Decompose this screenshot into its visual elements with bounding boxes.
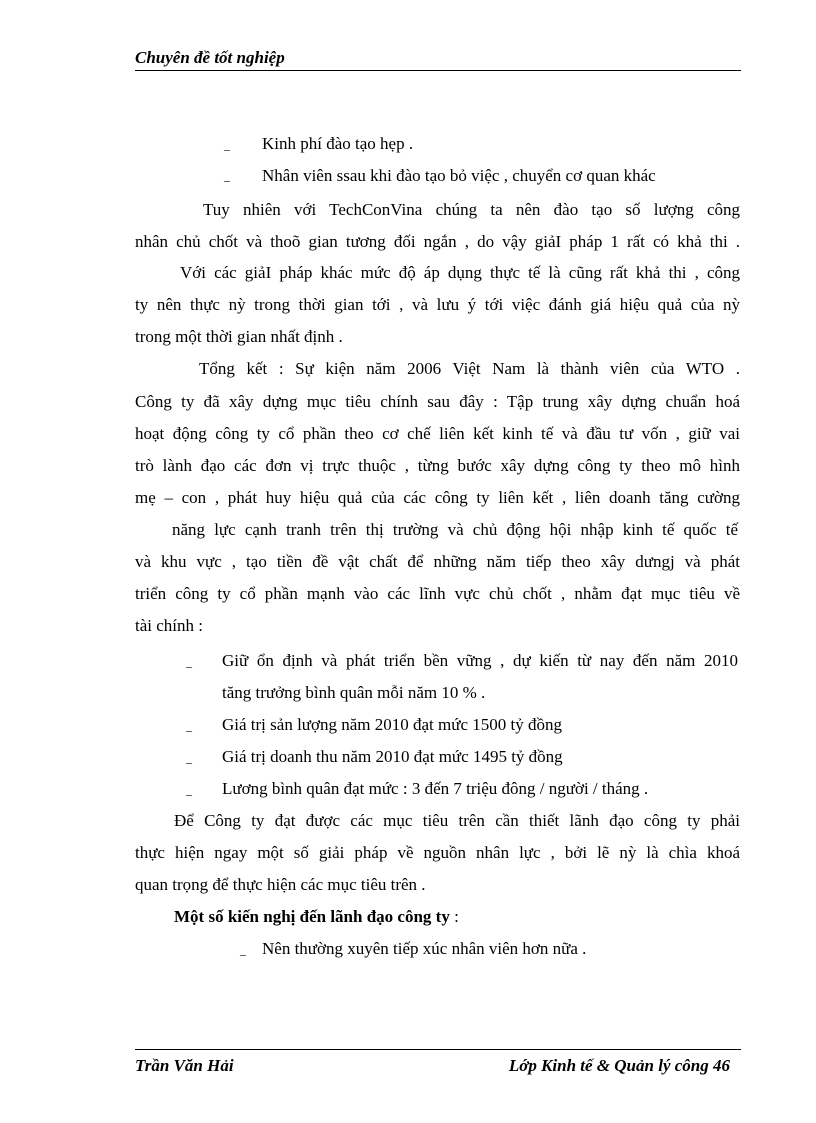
target-item-continuation: tăng trưởng bình quân mỗi năm 10 % . xyxy=(222,683,486,702)
recommendations-heading-colon: : xyxy=(449,907,459,926)
bullet-mark: – xyxy=(240,947,246,961)
paragraph-line: mẹ – con , phát huy hiệu quả của các công ty liên kết , liên doanh tăng cường xyxy=(135,488,740,507)
paragraph-line: Để Công ty đạt được các mục tiêu trên cần thiết lãnh đạo công ty phải xyxy=(174,811,740,830)
recommendation-item: Nên thường xuyên tiếp xúc nhân viên hơn nữa . xyxy=(262,939,587,958)
paragraph-line: nhân chủ chốt và thoõ gian tương đối ngắn , do vậy giảI pháp 1 rất có khả thi . xyxy=(135,232,740,251)
paragraph-line: quan trọng để thực hiện các mục tiêu trên . xyxy=(135,875,426,894)
paragraph-line: Với các giảI pháp khác mức độ áp dụng thực tế là cũng rất khả thi , công xyxy=(180,263,740,282)
paragraph-line: ty nên thực nỳ trong thời gian tới , và lưu ý tới việc đánh giá hiệu quả của nỳ xyxy=(135,295,740,314)
recommendations-heading xyxy=(174,907,734,927)
paragraph-line: năng lực cạnh tranh trên thị trường và chủ động hội nhập kinh tế quốc tế xyxy=(172,520,738,539)
paragraph-line: Tuy nhiên với TechConVina chúng ta nên đào tạo số lượng công xyxy=(203,200,740,219)
paragraph-line: và khu vực , tạo tiền đề vật chất để những năm tiếp theo xây dưngj và phát xyxy=(135,552,740,571)
bullet-mark: – xyxy=(186,787,192,801)
target-item: Giá trị sản lượng năm 2010 đạt mức 1500 tỷ đồng xyxy=(222,715,562,734)
target-item: Giữ ổn định và phát triển bền vững , dự kiến từ nay đến năm 2010 xyxy=(222,651,738,670)
header-rule xyxy=(135,70,741,71)
footer-class: Lớp Kinh tế & Quản lý công 46 xyxy=(508,1056,730,1075)
paragraph-line: Công ty đã xây dựng mục tiêu chính sau đây : Tập trung xây dựng chuẩn hoá xyxy=(135,392,740,411)
bullet-mark: – xyxy=(186,659,192,673)
bullet-mark: – xyxy=(186,755,192,769)
bullet-item: Kinh phí đào tạo hẹp . xyxy=(262,134,414,153)
bullet-mark: – xyxy=(186,723,192,737)
paragraph-line: thực hiện ngay một số giải pháp về nguồn nhân lực , bởi lẽ nỳ là chìa khoá xyxy=(135,843,740,862)
paragraph-line: trong một thời gian nhất định . xyxy=(135,327,343,346)
footer-author: Trần Văn Hải xyxy=(135,1056,234,1075)
footer-rule xyxy=(135,1049,741,1050)
paragraph-line: trò lành đạo các đơn vị trực thuộc , từng bước xây dựng công ty theo mô hình xyxy=(135,456,740,475)
paragraph-line: hoạt động công ty cổ phần theo cơ chế liên kết kinh tế và đầu tư vốn , giữ vai xyxy=(135,424,740,443)
paragraph-line: triển công ty cổ phần mạnh vào các lĩnh vực chủ chốt , nhằm đạt mục tiêu về xyxy=(135,584,740,603)
bullet-mark: – xyxy=(224,173,230,187)
page-header-title: Chuyên đề tốt nghiệp xyxy=(135,48,285,67)
recommendations-heading-text: Một số kiến nghị đến lãnh đạo công ty xyxy=(174,907,450,926)
paragraph-line: tài chính : xyxy=(135,616,203,635)
paragraph-line: Tổng kết : Sự kiện năm 2006 Việt Nam là thành viên của WTO . xyxy=(199,359,740,378)
bullet-item: Nhân viên ssau khi đào tạo bỏ việc , chuyển cơ quan khác xyxy=(262,166,656,185)
target-item: Lương bình quân đạt mức : 3 đến 7 triệu đông / người / tháng . xyxy=(222,779,649,798)
target-item: Giá trị doanh thu năm 2010 đạt mức 1495 tỷ đồng xyxy=(222,747,563,766)
bullet-mark: – xyxy=(224,142,230,156)
